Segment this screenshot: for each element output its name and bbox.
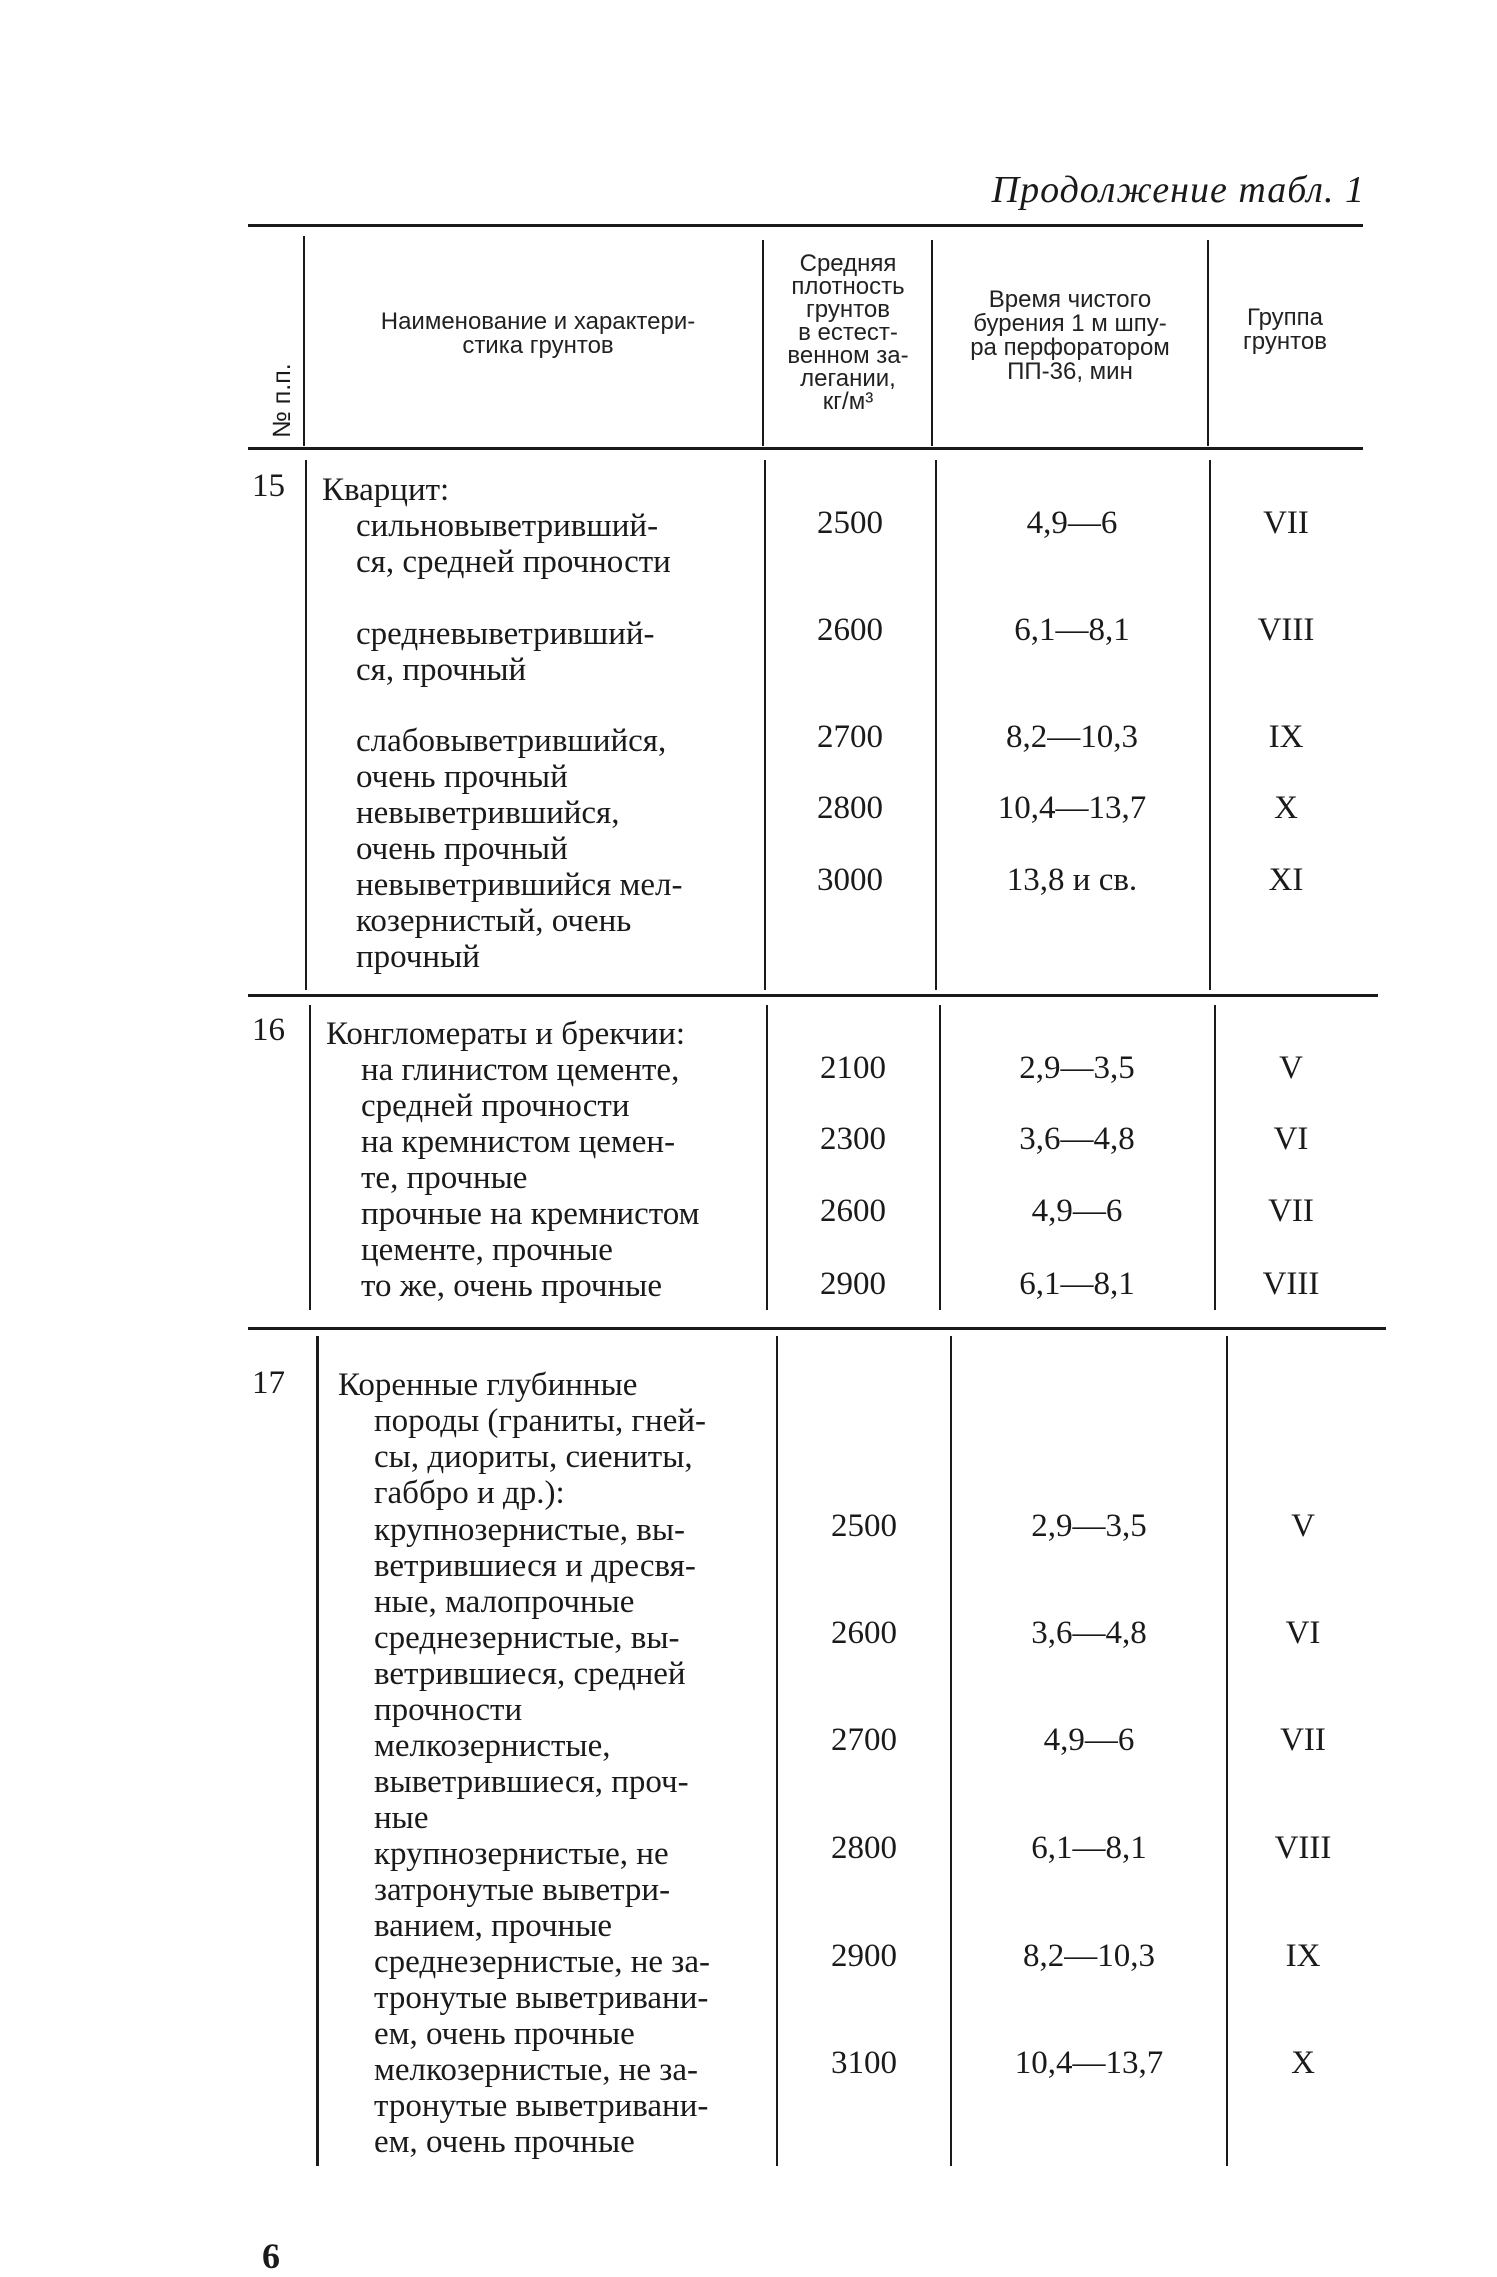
section-title: Конгломераты и брекчии: xyxy=(326,1016,686,1052)
row-time: 4,9—6 xyxy=(1043,1722,1135,1758)
row-name: мелкозернистые, выветрившиеся, проч- ные xyxy=(374,1728,689,1836)
row-name: слабовыветрившийся, очень прочный xyxy=(356,723,667,795)
row-name: невыветрившийся мел- козернистый, очень прочный xyxy=(356,867,683,975)
section-16-rule xyxy=(248,994,1378,997)
header-col-divider xyxy=(762,240,764,446)
row-group: VI xyxy=(1285,1615,1321,1651)
header-num: № п.п. xyxy=(268,363,296,438)
col-divider xyxy=(309,1005,311,1310)
section-title: Кварцит: xyxy=(322,472,450,508)
row-density: 2500 xyxy=(817,505,883,541)
row-density: 3100 xyxy=(831,2045,897,2081)
row-time: 8,2—10,3 xyxy=(1006,719,1138,755)
row-density: 2700 xyxy=(817,719,883,755)
row-time: 6,1—8,1 xyxy=(1014,612,1130,648)
row-density: 2600 xyxy=(817,612,883,648)
row-time: 4,9—6 xyxy=(1026,505,1118,541)
row-density: 2600 xyxy=(820,1193,886,1229)
row-name: средневыветривший- ся, прочный xyxy=(356,616,655,688)
row-density: 2900 xyxy=(820,1266,886,1302)
row-group: VIII xyxy=(1262,1266,1320,1302)
row-time: 2,9—3,5 xyxy=(1031,1508,1147,1544)
col-divider xyxy=(305,460,307,990)
table-top-rule xyxy=(248,224,1363,227)
row-time: 10,4—13,7 xyxy=(997,790,1147,826)
row-name: мелкозернистые, не за- тронутые выветривани- ем, очень прочные xyxy=(374,2052,709,2160)
row-group: V xyxy=(1291,1508,1315,1544)
row-density: 2300 xyxy=(820,1121,886,1157)
section-num: 17 xyxy=(252,1365,285,1401)
section-num: 15 xyxy=(252,468,285,504)
row-density: 2100 xyxy=(820,1050,886,1086)
row-name: сильновыветривший- ся, средней прочности xyxy=(356,508,671,580)
row-group: IX xyxy=(1285,1938,1321,1974)
table-caption: Продолжение табл. 1 xyxy=(991,169,1365,211)
row-density: 2800 xyxy=(831,1830,897,1866)
row-time: 8,2—10,3 xyxy=(1023,1938,1155,1974)
row-group: VII xyxy=(1263,505,1309,541)
section-title: Коренные глубинные породы (граниты, гней- сы, диориты, сиениты, габбро и др.): xyxy=(338,1367,706,1511)
row-name: среднезернистые, не за- тронутые выветривани- ем, очень прочные xyxy=(374,1944,710,2052)
row-group: V xyxy=(1279,1050,1303,1086)
header-name: Наименование и характери- стика грунтов xyxy=(380,308,696,359)
page-number: 6 xyxy=(262,2236,280,2276)
row-group: VIII xyxy=(1274,1830,1332,1866)
row-time: 2,9—3,5 xyxy=(1019,1050,1135,1086)
row-name: прочные на кремнистом цементе, прочные xyxy=(361,1196,700,1268)
header-col-divider xyxy=(931,240,933,446)
row-time: 3,6—4,8 xyxy=(1019,1121,1135,1157)
row-group: VI xyxy=(1273,1121,1309,1157)
header-col-divider xyxy=(1207,240,1209,446)
row-name: то же, очень прочные xyxy=(361,1268,662,1304)
row-density: 2900 xyxy=(831,1938,897,1974)
row-name: крупнозернистые, вы- ветрившиеся и дресвя- ные, малопрочные xyxy=(374,1512,696,1620)
header-group: Группа грунтов xyxy=(1243,304,1327,355)
row-time: 6,1—8,1 xyxy=(1031,1830,1147,1866)
row-time: 4,9—6 xyxy=(1031,1193,1123,1229)
row-density: 2800 xyxy=(817,790,883,826)
row-name: на глинистом цементе, средней прочности xyxy=(361,1052,680,1124)
row-group: XI xyxy=(1268,862,1304,898)
row-name: невыветрившийся, очень прочный xyxy=(356,795,620,867)
section-17-rule xyxy=(248,1327,1386,1330)
row-time: 3,6—4,8 xyxy=(1031,1615,1147,1651)
row-density: 2600 xyxy=(831,1615,897,1651)
row-group: IX xyxy=(1268,719,1304,755)
header-bottom-rule xyxy=(248,447,1363,450)
row-time: 13,8 и св. xyxy=(1006,862,1138,898)
row-density: 2500 xyxy=(831,1508,897,1544)
header-density: Средняя плотность грунтов в естест- венном за- легании, кг/м³ xyxy=(787,250,909,415)
section-num: 16 xyxy=(252,1012,285,1048)
row-name: среднезернистые, вы- ветрившиеся, средней прочности xyxy=(374,1620,686,1728)
row-group: X xyxy=(1274,790,1298,826)
row-time: 6,1—8,1 xyxy=(1019,1266,1135,1302)
row-time: 10,4—13,7 xyxy=(1014,2045,1164,2081)
row-name: на кремнистом цемен- те, прочные xyxy=(361,1124,676,1196)
header-time: Время чистого бурения 1 м шпу- ра перфоратором ПП-36, мин xyxy=(970,286,1170,385)
row-density: 3000 xyxy=(817,862,883,898)
row-density: 2700 xyxy=(831,1722,897,1758)
row-group: VII xyxy=(1268,1193,1314,1229)
header-col-divider xyxy=(303,236,305,446)
row-group: VIII xyxy=(1257,612,1315,648)
row-group: VII xyxy=(1280,1722,1326,1758)
row-name: крупнозернистые, не затронутые выветри- ванием, прочные xyxy=(374,1836,671,1944)
row-group: X xyxy=(1291,2045,1315,2081)
col-divider xyxy=(316,1336,319,2166)
